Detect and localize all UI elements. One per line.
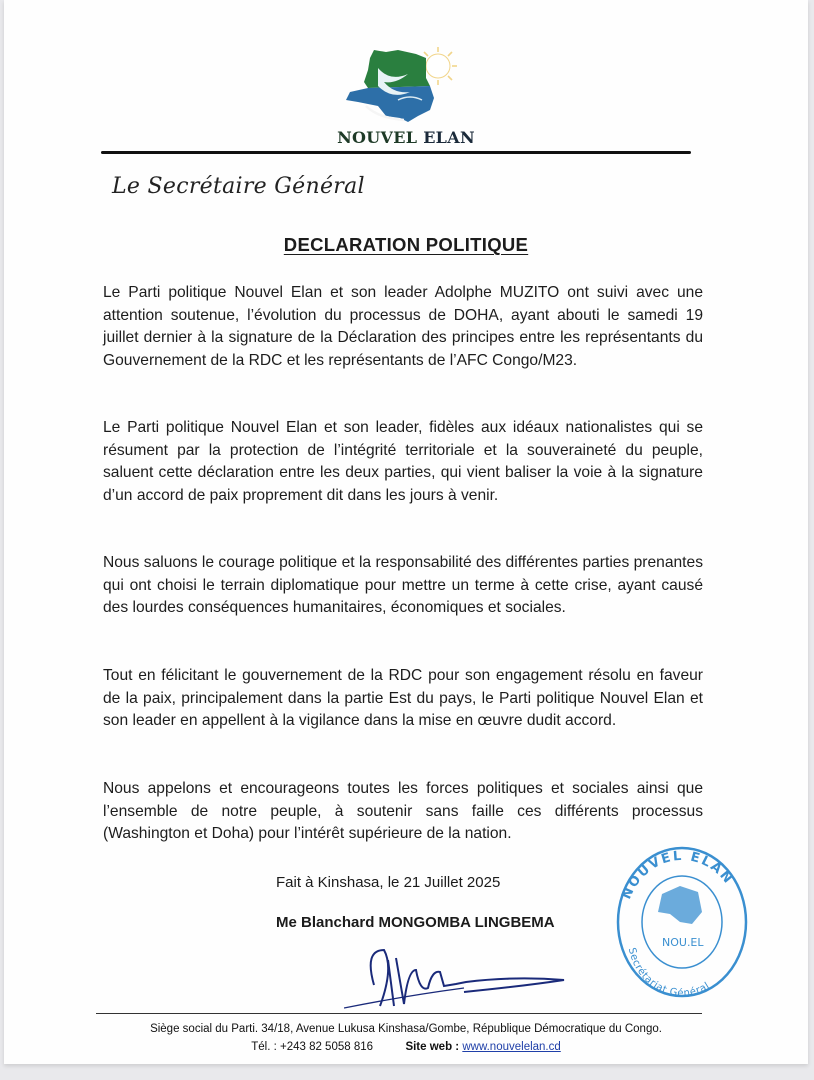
footer-website-label: Site web :	[405, 1041, 460, 1053]
signatory-name: Me Blanchard MONGOMBA LINGBEMA	[276, 914, 555, 931]
sun-icon	[424, 47, 457, 85]
party-name	[4, 128, 808, 148]
office-title: Le Secrétaire Général	[112, 174, 365, 199]
footer-website-link[interactable]: www.nouvelelan.cd	[462, 1041, 561, 1053]
stamp-middle-text: NOU.EL	[662, 936, 704, 949]
paragraph: Nous appelons et encourageons toutes les forces politiques et sociales ainsi que l’ensemble de notre peuple, à soutenir sans faille ces différents processus (Washington et Doha) pour l’intérêt supérieure de la nation.	[103, 780, 703, 842]
stamp-bottom-text: Secrétariat Général	[625, 946, 712, 1000]
stamp-top-text: NOUVEL ELAN	[619, 848, 737, 902]
svg-text:Secrétariat Général	[626, 947, 712, 999]
footer-contact	[4, 1040, 808, 1055]
official-stamp	[612, 842, 752, 1002]
footer-divider	[96, 1013, 702, 1014]
party-name-part1: NOUVEL	[337, 128, 418, 147]
party-name-part2: ELAN	[423, 128, 475, 147]
stamp-map-icon	[658, 886, 702, 924]
place-date: Fait à Kinshasa, le 21 Juillet 2025	[276, 874, 501, 891]
paragraph: Le Parti politique Nouvel Elan et son leader, fidèles aux idéaux nationalistes qui se résument par la protection de l’intégrité territoriale et la souveraineté du peuple, saluent cette déclaration entre les deux parties, qui vient baliser la voie à la signature d’un accord de paix proprement dit dans les jours à venir.	[103, 419, 703, 504]
handwritten-signature	[344, 940, 574, 1010]
paragraph: Nous saluons le courage politique et la responsabilité des différentes parties prenantes qui ont choisi le terrain diplomatique pour mettre un terme à cette crise, ayant causé des lourdes conséquences humanitaires, économiques et sociales.	[103, 554, 703, 616]
party-logo	[338, 42, 468, 127]
document-title: DECLARATION POLITIQUE	[283, 234, 529, 255]
paragraph: Le Parti politique Nouvel Elan et son leader Adolphe MUZITO ont suivi avec une attention soutenue, l’évolution du processus de DOHA, ayant abouti le samedi 19 juillet dernier à la signature de la Déclaration des principes entre les représentants du Gouvernement de la RDC et les représentants de l’AFC Congo/M23.	[103, 284, 703, 369]
paragraph: Tout en félicitant le gouvernement de la RDC pour son engagement résolu en faveur de la paix, principalement dans la partie Est du pays, le Parti politique Nouvel Elan et son leader en appellent à la vigilance dans la mise en œuvre dudit accord.	[103, 667, 703, 729]
footer-address: Siège social du Parti. 34/18, Avenue Lukusa Kinshasa/Gombe, République Démocratique du Congo.	[150, 1023, 662, 1035]
document-page	[4, 0, 808, 1064]
drc-map-green	[364, 50, 430, 88]
header-divider	[101, 151, 691, 154]
footer-phone: Tél. : +243 82 5058 816	[251, 1041, 374, 1053]
